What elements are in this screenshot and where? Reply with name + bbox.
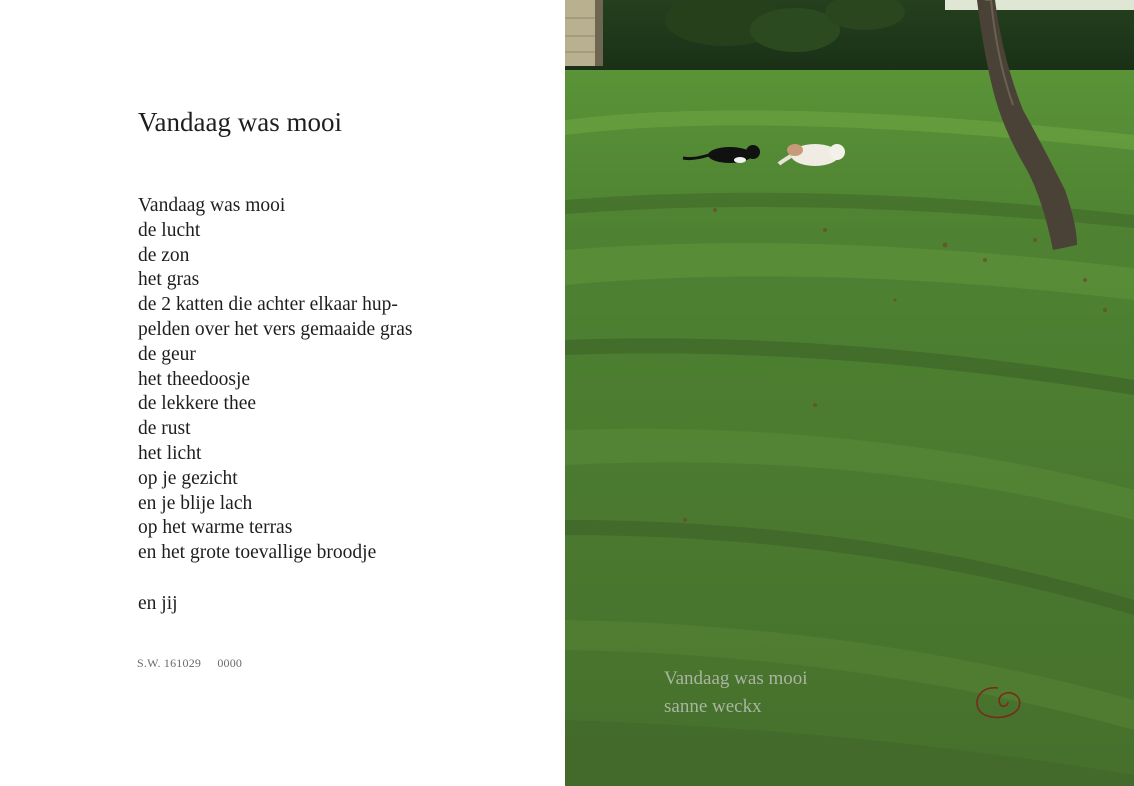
poem-line: op je gezicht (138, 467, 238, 489)
poem-number: 0000 (217, 656, 243, 670)
poem-line: Vandaag was mooi (138, 195, 286, 216)
cover-title: Vandaag was mooi (664, 668, 808, 689)
poem-code: S.W. 161029 (137, 656, 202, 670)
poem-page (0, 0, 565, 786)
poem-line: en je blije lach (138, 492, 253, 514)
poem-line: het gras (138, 269, 200, 291)
poem-line: pelden over het vers gemaaide gras (138, 318, 413, 340)
poem-line: de rust (138, 418, 191, 440)
swirl-logo-icon (968, 680, 1028, 724)
poem-line: op het warme terras (138, 517, 293, 539)
poem-meta (137, 656, 242, 671)
poem-body (138, 194, 413, 566)
poem-line: de lucht (138, 219, 201, 241)
grass-field-illustration (565, 0, 1134, 786)
poem-line: de 2 katten die achter elkaar hup- (138, 294, 398, 316)
poem-line: en het grote toevallige broodje (138, 542, 377, 564)
cover-photo (565, 0, 1134, 786)
poem-closing-line: en jij (138, 593, 178, 614)
poem-line: de geur (138, 343, 196, 365)
poem-title: Vandaag was mooi (138, 107, 342, 137)
poem-line: de lekkere thee (138, 393, 257, 415)
poem-line: het theedoosje (138, 368, 251, 390)
poem-line: het licht (138, 442, 202, 464)
poem-line: de zon (138, 244, 190, 266)
cover-author: sanne weckx (664, 696, 762, 717)
